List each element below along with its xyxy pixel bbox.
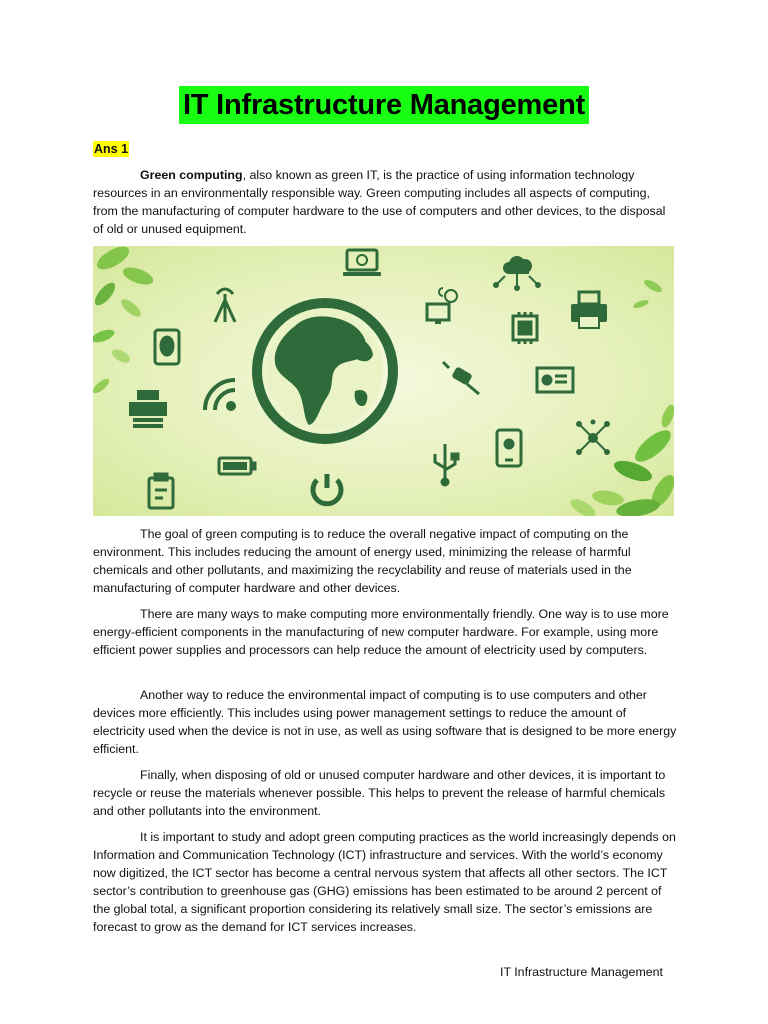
- copier-icon: [129, 390, 167, 428]
- wifi-icon: [205, 380, 235, 410]
- globe-icon: [257, 303, 393, 439]
- paragraph-ways: There are many ways to make computing more environmentally friendly. One way is to use more energy-efficient components in the manufacturing of new computer hardware. For example, using more efficient power supplies and processors can help reduce the amount of electricity used by computers.: [93, 607, 669, 657]
- chip-icon: [513, 312, 537, 344]
- clipboard-icon: [149, 474, 173, 508]
- paragraph-another: Another way to reduce the environmental impact of computing is to use computers and other devices more efficiently. This includes using power management settings to reduce the amount of electricity used when the device is not in use, as well as using software that is designed to be more energy efficient.: [93, 688, 677, 756]
- term-green-computing: Green computing: [140, 168, 243, 182]
- answer-label: Ans 1: [94, 142, 129, 156]
- document-title: IT Infrastructure Management: [179, 86, 589, 124]
- paragraph-intro: [93, 166, 677, 238]
- paragraph-finally: Finally, when disposing of old or unused computer hardware and other devices, it is important to recycle or reuse the materials whenever possible. This helps to prevent the release of harmful chemicals and other pollutants into the environment.: [93, 768, 666, 818]
- leaves-decoration-left: [93, 246, 155, 395]
- cloud-network-icon: [493, 256, 541, 291]
- power-icon: [313, 474, 341, 504]
- paragraph-study: It is important to study and adopt green computing practices as the world increasingly depends on Information and Communication Technology (ICT) infrastructure and services. With the world’s economy now digitized, the ICT sector has become a central nervous system that affects all other sectors. The ICT sector’s contribution to greenhouse gas (GHG) emissions has been estimated to be around 2 percent of the global total, a significant proportion considering its relatively small size. The sector’s emissions are forecast to grow as the demand for ICT services increases.: [93, 830, 676, 934]
- green-computing-illustration: [93, 246, 674, 516]
- laptop-globe-icon: [343, 250, 381, 276]
- leaves-decoration-right: [568, 403, 674, 516]
- plug-icon: [443, 362, 479, 394]
- smartphone-location-icon: [497, 430, 521, 466]
- printer-icon: [571, 292, 607, 328]
- battery-icon: [219, 458, 255, 474]
- presentation-screen-icon: [537, 368, 573, 392]
- page-footer: IT Infrastructure Management: [500, 965, 663, 979]
- title-wrap: [0, 86, 768, 124]
- intro-text: , also known as green IT, is the practice of using information technology resources in an environmentally responsible way. Green computing includes all aspects of computing, from the manufacturing of computer hardware to the use of computers and other devices, to the disposal of old or unused equipment.: [93, 168, 666, 236]
- network-nodes-icon: [576, 420, 610, 456]
- computer-cloud-icon: [427, 288, 457, 324]
- antenna-icon: [215, 289, 235, 322]
- paragraph-goal: The goal of green computing is to reduce the overall negative impact of computing on the environment. This includes reducing the amount of energy used, minimizing the release of harmful chemicals and other pollutants, and maximizing the recyclability and reuse of materials used in the manufacturing of computer hardware and other devices.: [93, 527, 632, 595]
- tablet-leaf-icon: [155, 330, 179, 364]
- usb-icon: [435, 444, 458, 485]
